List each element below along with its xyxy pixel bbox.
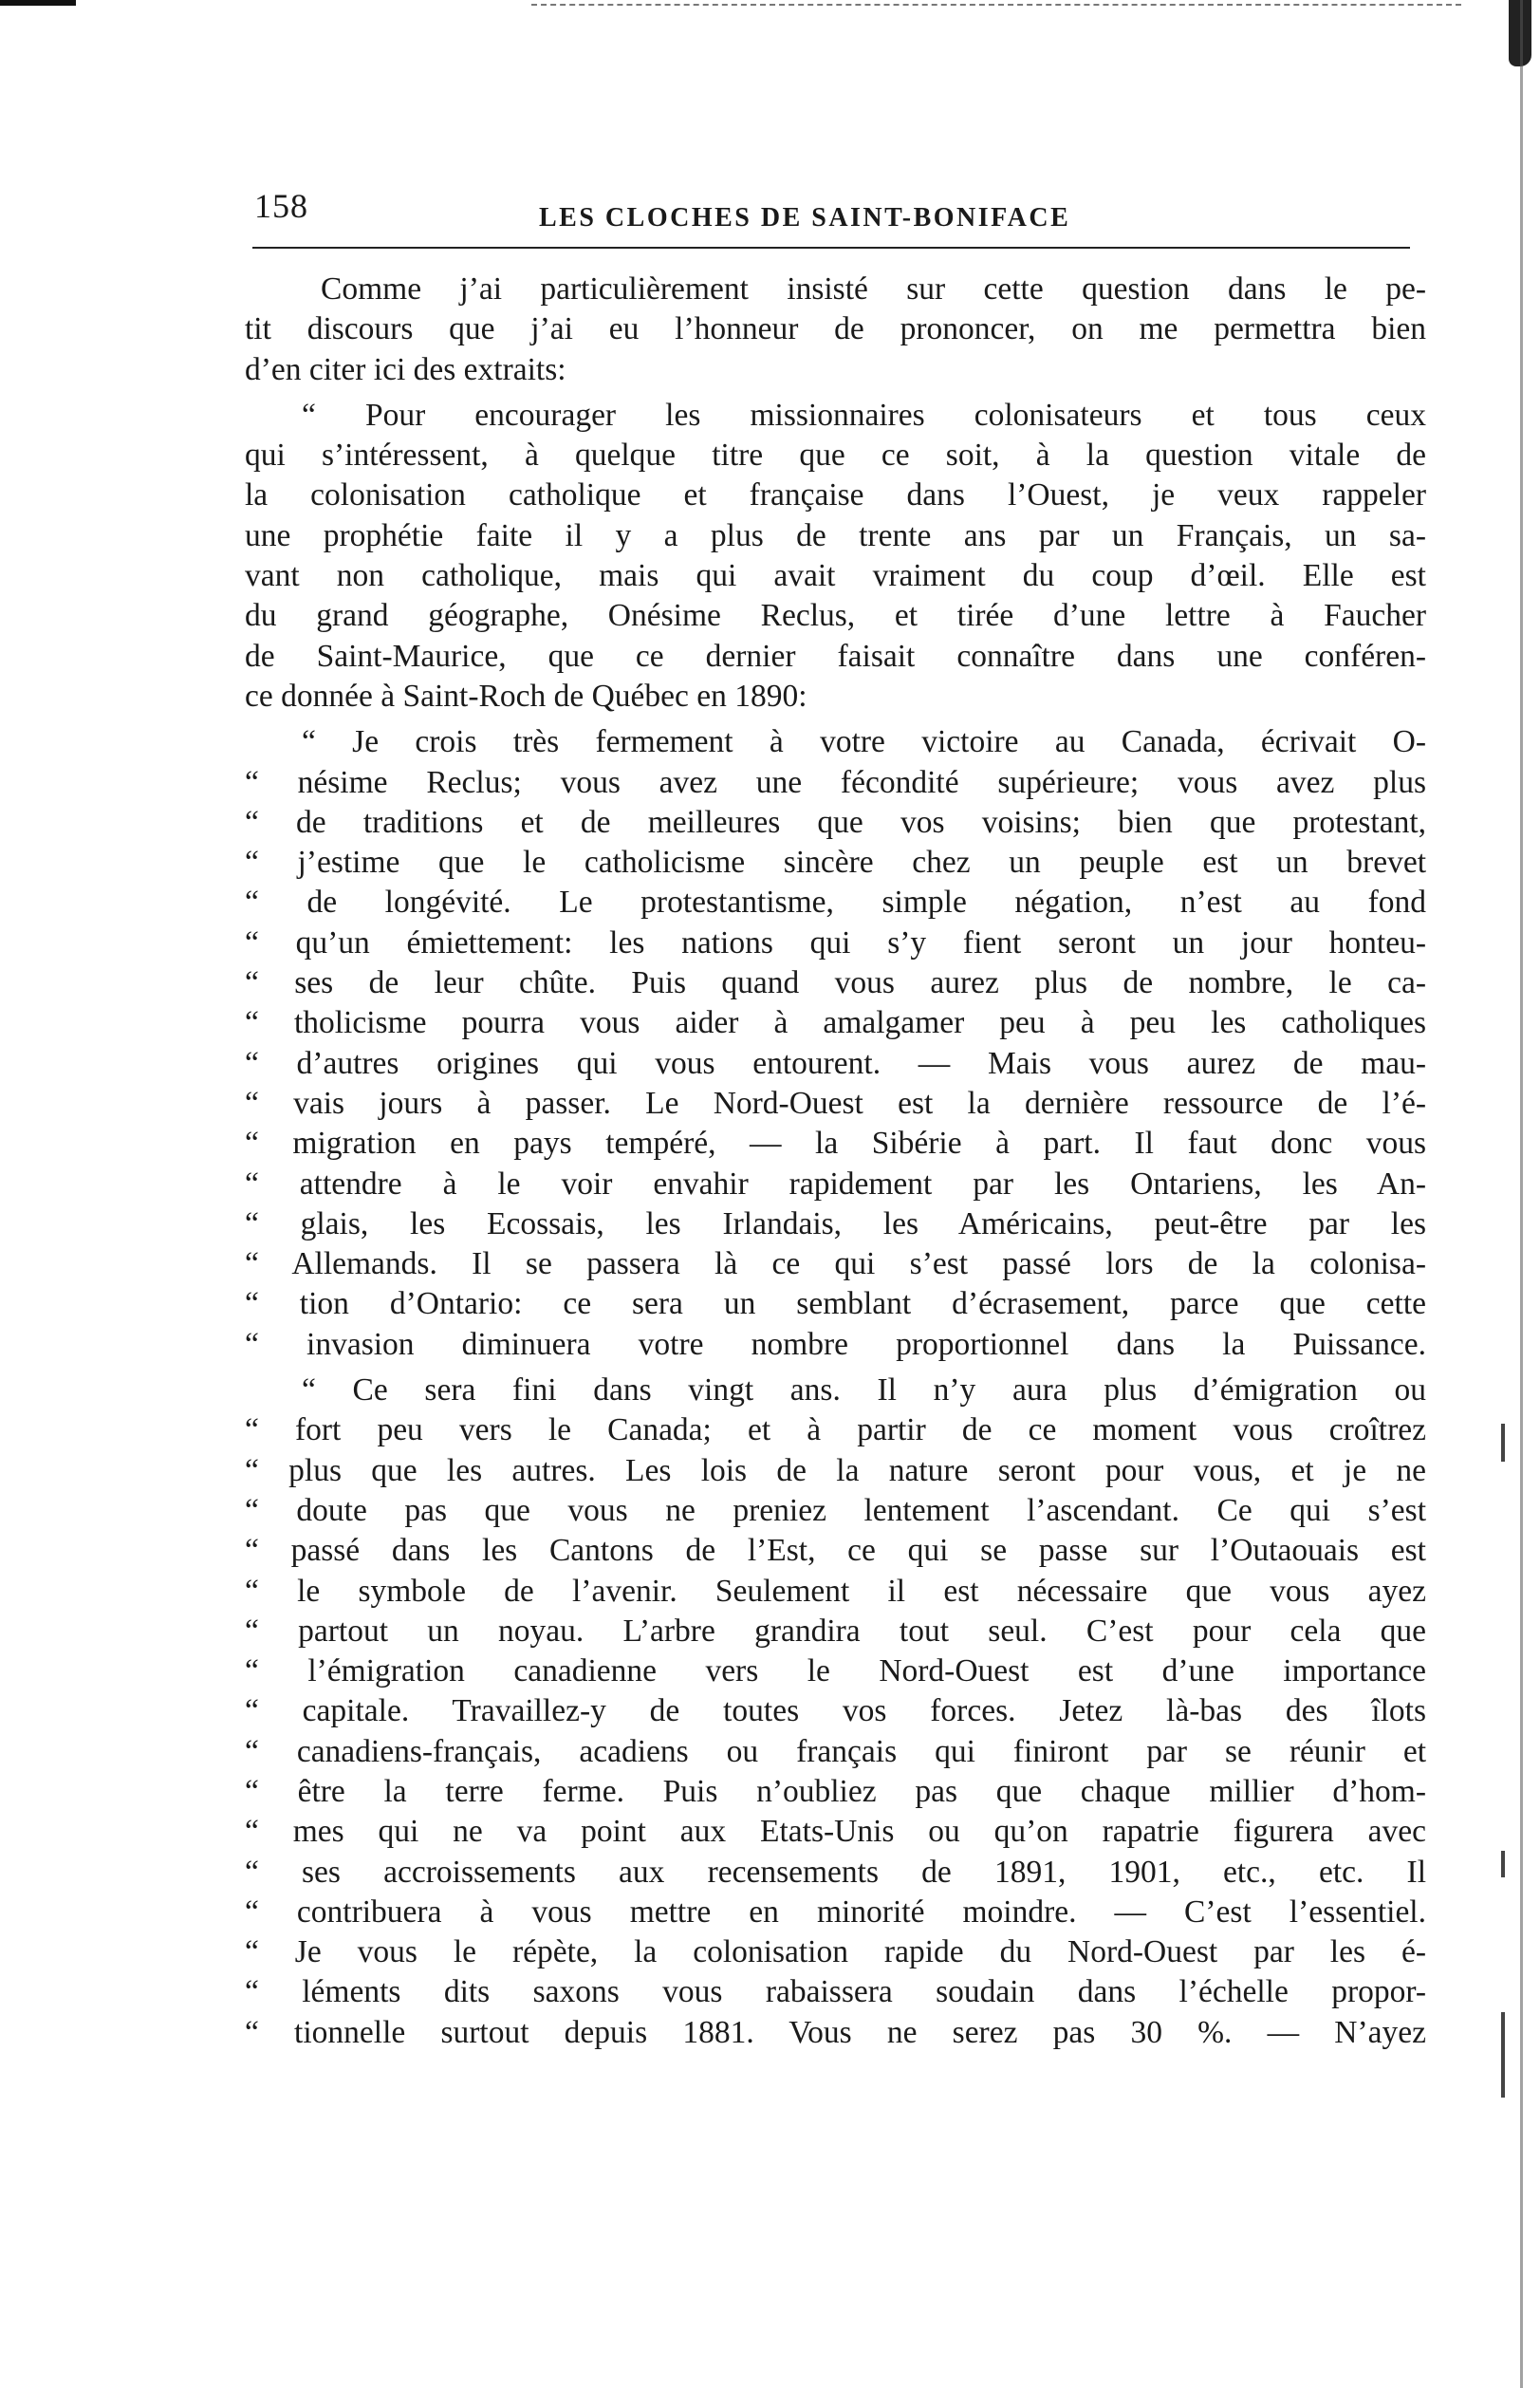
text-line: une prophétie faite il y a plus de trente ans par un Français, un sa- <box>245 517 1426 553</box>
text-line: “ ses accroissements aux recensements de 1891, 1901, etc., etc. Il <box>245 1854 1426 1890</box>
running-title: LES CLOCHES DE SAINT-BONIFACE <box>539 203 1071 233</box>
text-line: d’en citer ici des extraits: <box>245 351 566 387</box>
text-line: “ contribuera à vous mettre en minorité moindre. — C’est l’essentiel. <box>245 1894 1426 1930</box>
scan-top-edge <box>0 0 1540 8</box>
text-line: “ fort peu vers le Canada; et à partir de ce moment vous croîtrez <box>245 1412 1426 1448</box>
body-text <box>245 270 1426 2053</box>
text-line: “ canadiens-français, acadiens ou français qui finiront par se réunir et <box>245 1733 1426 1769</box>
text-line: “ le symbole de l’avenir. Seulement il est nécessaire que vous ayez <box>245 1573 1426 1609</box>
text-line: qui s’intéressent, à quelque titre que ce soit, à la question vitale de <box>245 438 1426 474</box>
text-line: de Saint-Maurice, que ce dernier faisait connaître dans une conféren- <box>245 638 1426 674</box>
scan-edge-tick <box>1501 1424 1505 1462</box>
text-line: “ Allemands. Il se passera là ce qui s’est passé lors de la colonisa- <box>245 1246 1426 1282</box>
paragraph <box>245 1371 1426 2053</box>
paragraph <box>245 270 1426 390</box>
text-line: ce donnée à Saint-Roch de Québec en 1890: <box>245 678 807 714</box>
text-line: “ Je crois très fermement à votre victoire au Canada, écrivait O- <box>302 724 1426 760</box>
page-header <box>235 180 1440 239</box>
text-line: “ tionnelle surtout depuis 1881. Vous ne serez pas 30 %. — N’ayez <box>245 2014 1426 2050</box>
text-line: tit discours que j’ai eu l’honneur de prononcer, on me permettra bien <box>245 311 1426 347</box>
page-number: 158 <box>254 187 308 225</box>
header-rule <box>252 247 1410 249</box>
scan-page-edge-line <box>1520 0 1523 2388</box>
text-line: “ attendre à le voir envahir rapidement par les Ontariens, les An- <box>245 1166 1426 1202</box>
text-line: “ ses de leur chûte. Puis quand vous aurez plus de nombre, le ca- <box>245 965 1426 1001</box>
text-line: “ doute pas que vous ne preniez lentement l’ascendant. Ce qui s’est <box>245 1492 1426 1528</box>
text-line: “ tion d’Ontario: ce sera un semblant d’écrasement, parce que cette <box>245 1286 1426 1322</box>
paragraph <box>245 396 1426 717</box>
text-line: “ migration en pays tempéré, — la Sibérie à part. Il faut donc vous <box>245 1126 1426 1162</box>
text-line: “ léments dits saxons vous rabaissera soudain dans l’échelle propor- <box>245 1974 1426 2010</box>
text-line: “ de longévité. Le protestantisme, simple négation, n’est au fond <box>245 885 1426 921</box>
scan-edge-tick <box>1501 2012 1505 2098</box>
text-line: “ nésime Reclus; vous avez une fécondité supérieure; vous avez plus <box>245 764 1426 800</box>
text-line: “ l’émigration canadienne vers le Nord-Ouest est d’une importance <box>245 1653 1426 1689</box>
text-line: “ vais jours à passer. Le Nord-Ouest est la dernière ressource de l’é- <box>245 1085 1426 1121</box>
text-line: Comme j’ai particulièrement insisté sur cette question dans le pe- <box>321 271 1426 307</box>
text-line: “ glais, les Ecossais, les Irlandais, les Américains, peut-être par les <box>245 1205 1426 1241</box>
text-line: “ Pour encourager les missionnaires colonisateurs et tous ceux <box>302 397 1426 433</box>
text-line: “ Je vous le répète, la colonisation rapide du Nord-Ouest par les é- <box>245 1934 1426 1970</box>
scan-edge-tick <box>1501 1851 1505 1877</box>
text-line: “ tholicisme pourra vous aider à amalgamer peu à peu les catholiques <box>245 1005 1426 1041</box>
text-line: vant non catholique, mais qui avait vraiment du coup d’œil. Elle est <box>245 558 1426 594</box>
text-line: “ qu’un émiettement: les nations qui s’y fient seront un jour honteu- <box>245 924 1426 961</box>
text-line: “ partout un noyau. L’arbre grandira tout seul. C’est pour cela que <box>245 1613 1426 1649</box>
text-line: la colonisation catholique et française dans l’Ouest, je veux rappeler <box>245 477 1426 513</box>
text-line: “ d’autres origines qui vous entourent. — Mais vous aurez de mau- <box>245 1045 1426 1081</box>
scan-right-edge <box>1488 0 1540 2388</box>
book-page <box>235 180 1440 2053</box>
text-line: “ plus que les autres. Les lois de la nature seront pour vous, et je ne <box>245 1452 1426 1488</box>
text-line: “ capitale. Travaillez-y de toutes vos forces. Jetez là-bas des îlots <box>245 1693 1426 1729</box>
text-line: “ j’estime que le catholicisme sincère chez un peuple est un brevet <box>245 845 1426 881</box>
text-line: “ de traditions et de meilleures que vos voisins; bien que protestant, <box>245 804 1426 840</box>
text-line: “ être la terre ferme. Puis n’oubliez pas que chaque millier d’hom- <box>245 1773 1426 1809</box>
text-line: du grand géographe, Onésime Reclus, et tirée d’une lettre à Faucher <box>245 598 1426 634</box>
paragraph <box>245 722 1426 1365</box>
text-line: “ mes qui ne va point aux Etats-Unis ou qu’on rapatrie figurera avec <box>245 1814 1426 1850</box>
text-line: “ invasion diminuera votre nombre proportionnel dans la Puissance. <box>245 1326 1426 1362</box>
scan-top-dashed-line <box>531 4 1461 6</box>
text-line: “ Ce sera fini dans vingt ans. Il n’y aura plus d’émigration ou <box>302 1372 1426 1409</box>
text-line: “ passé dans les Cantons de l’Est, ce qui se passe sur l’Outaouais est <box>245 1533 1426 1569</box>
scan-top-left-bar <box>0 0 76 6</box>
